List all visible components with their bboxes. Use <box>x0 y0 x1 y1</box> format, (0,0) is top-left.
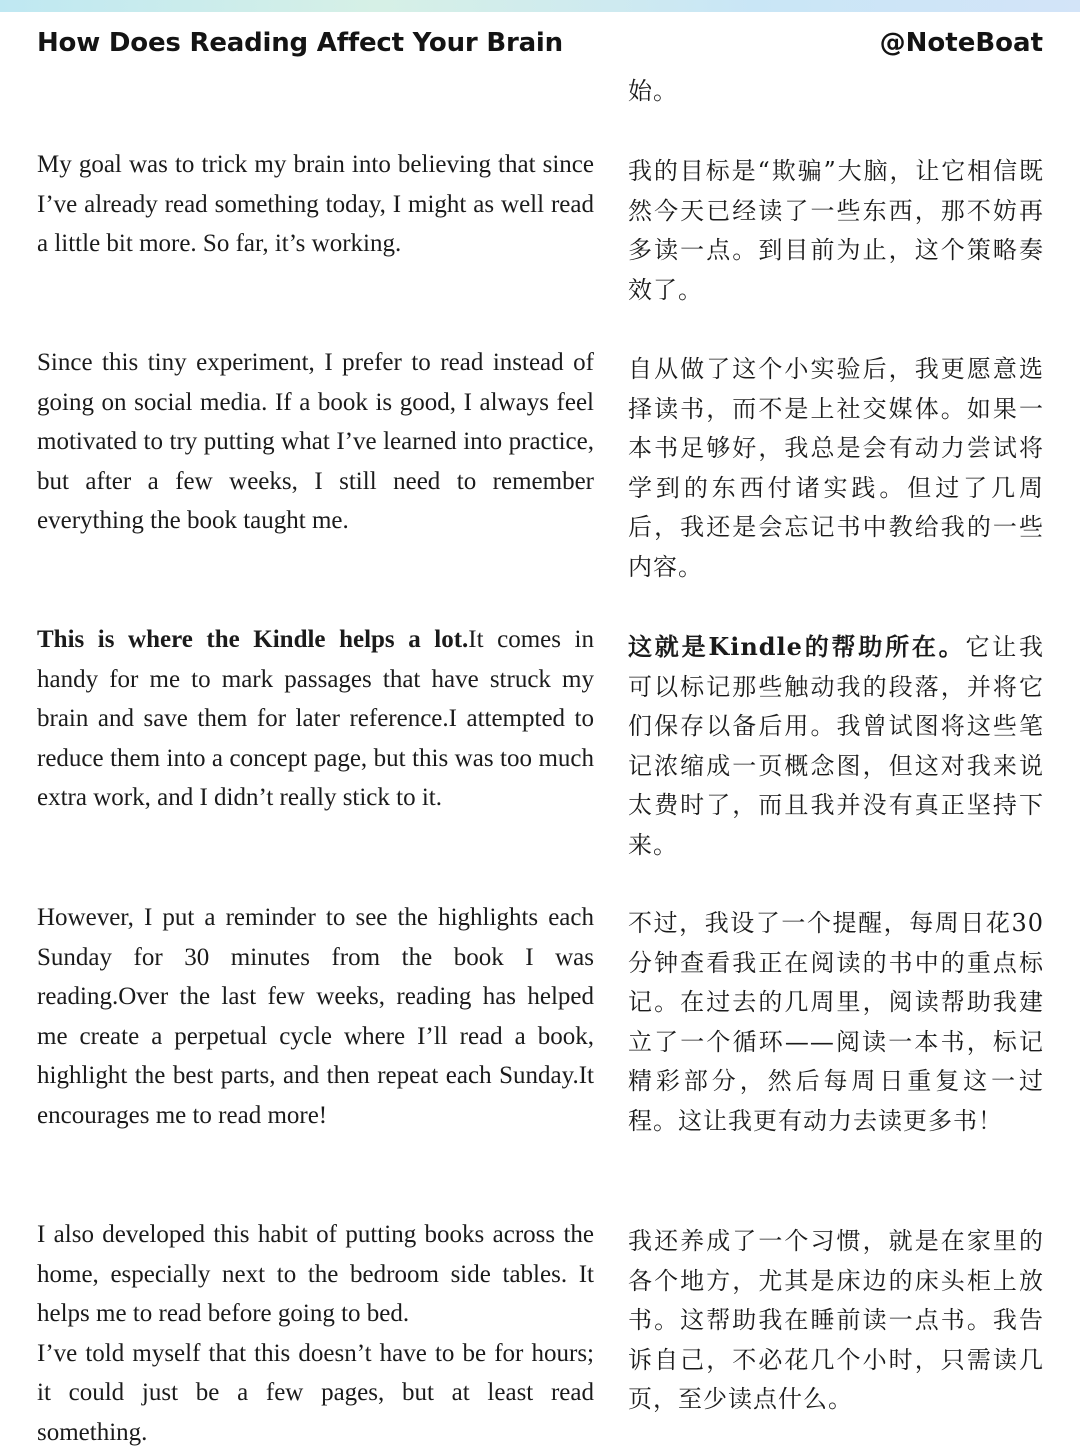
paragraph-5-en-line2: I’ve told myself that this doesn’t have to be for hours; it could just be a few pages, but at least read something. <box>37 1339 594 1446</box>
paragraph-2-en: Since this tiny experiment, I prefer to read instead of going on social media. If a book is good, I always feel motivated to try putting what I’ve learned into practice, but after a few weeks, I still need to remember everything the book taught me. <box>37 349 594 535</box>
paragraph-5-en-line1: I also developed this habit of putting books across the home, especially next to the bedroom side tables. It helps me to read before going to bed. <box>37 1221 594 1328</box>
author-handle: @NoteBoat <box>879 28 1043 58</box>
paragraph-5-en <box>37 1215 594 1453</box>
paragraph-2-zh: 自从做了这个小实验后，我更愿意选择读书，而不是上社交媒体。如果一本书足够好，我总是会有动力尝试将学到的东西付诸实践。但过了几周后，我还是会忘记书中教给我的一些内容。 <box>628 355 1044 581</box>
page-title: How Does Reading Affect Your Brain <box>37 28 563 58</box>
paragraph-4-en: However, I put a reminder to see the highlights each Sunday for 30 minutes from the book I was reading.Over the last few weeks, reading has helped me create a perpetual cycle where I’ll read a book, highlight the best parts, and then repeat each Sunday.It encourages me to read more! <box>37 904 594 1129</box>
paragraph-5-zh: 我还养成了一个习惯，就是在家里的各个地方，尤其是床边的床头柜上放书。这帮助我在睡前读一点书。我告诉自己，不必花几个小时，只需读几页，至少读点什么。 <box>628 1227 1044 1414</box>
paragraph-1-en: My goal was to trick my brain into believing that since I’ve already read something today, I might as well read a little bit more. So far, it’s working. <box>37 151 594 258</box>
paragraph-3-zh-highlight: 这就是Kindle的帮助所在。 <box>628 632 966 661</box>
paragraph-4-zh: 不过，我设了一个提醒，每周日花30分钟查看我正在阅读的书中的重点标记。在过去的几周里，阅读帮助我建立了一个循环——阅读一本书，标记精彩部分，然后每周日重复这一过程。这让我更有动力去读更多书！ <box>628 909 1044 1135</box>
continuation-zh: 始。 <box>628 77 678 105</box>
header <box>0 0 1080 80</box>
paragraph-3-en <box>37 620 594 818</box>
paragraph-3-zh <box>628 627 1044 866</box>
paragraph-3-zh-body: 它让我可以标记那些触动我的段落，并将它们保存以备后用。我曾试图将这些笔记浓缩成一页概念图，但这对我来说太费时了，而且我并没有真正坚持下来。 <box>628 633 1045 859</box>
paragraph-3-en-highlight: This is where the Kindle helps a lot. <box>37 626 469 653</box>
paragraph-1-zh: 我的目标是“欺骗”大脑，让它相信既然今天已经读了一些东西，那不妨再多读一点。到目前为止，这个策略奏效了。 <box>628 157 1044 304</box>
paragraph-3-en-body: It comes in handy for me to mark passages that have struck my brain and save them for later reference.I attempted to reduce them into a concept page, but this was too much extra work, and I didn’t really stick to it. <box>37 626 594 812</box>
